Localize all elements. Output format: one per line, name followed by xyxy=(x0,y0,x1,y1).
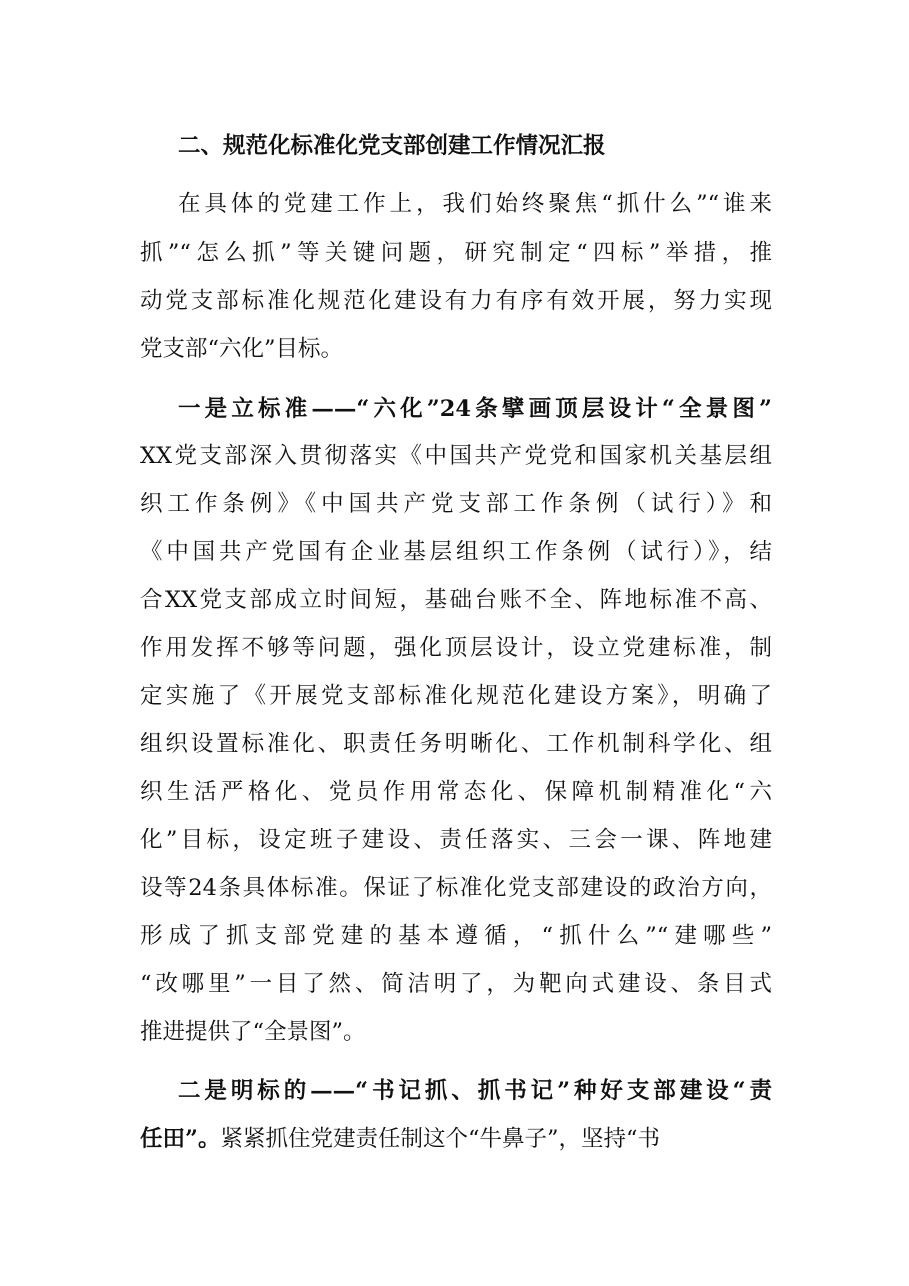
paragraph-line: 动党支部标准化规范化建设有力有序有效开展，努力实现 xyxy=(140,288,772,314)
paragraph-line: 合XX党支部成立时间短，基础台账不全、阵地标准不高、 xyxy=(140,587,772,613)
paragraph-line: 织生活严格化、党员作用常态化、保障机制精准化“六 xyxy=(140,779,772,805)
paragraph-text: 紧紧抓住党建责任制这个“牛鼻子”，坚持“书 xyxy=(220,1126,660,1152)
paragraph-line: 定实施了《开展党支部标准化规范化建设方案》，明确了 xyxy=(140,683,772,709)
subsection-heading: 一是立标准——“六化”24条擘画顶层设计“全景图” xyxy=(178,396,772,422)
paragraph-line: 《中国共产党国有企业基层组织工作条例（试行）》，结 xyxy=(140,539,772,565)
paragraph-line: 化”目标，设定班子建设、责任落实、三会一课、阵地建 xyxy=(140,827,772,853)
section-heading: 二、规范化标准化党支部创建工作情况汇报 xyxy=(178,133,606,159)
paragraph-line: 抓”“怎么抓”等关键问题，研究制定“四标”举措，推 xyxy=(140,240,772,266)
paragraph-line: 作用发挥不够等问题，强化顶层设计，设立党建标准，制 xyxy=(140,635,772,661)
paragraph-line: 党支部“六化”目标。 xyxy=(140,336,344,362)
paragraph-line: 织工作条例》《中国共产党支部工作条例（试行）》和 xyxy=(140,491,772,517)
subsection-heading: 二是明标的——“书记抓、抓书记”种好支部建设“责 xyxy=(178,1078,772,1104)
paragraph-line: 推进提供了“全景图”。 xyxy=(140,1019,366,1045)
subsection-heading-continued: 任田”。 xyxy=(140,1126,221,1152)
paragraph-line: 设等24条具体标准。保证了标准化党支部建设的政治方向， xyxy=(140,875,772,901)
paragraph-line: XX党支部深入贯彻落实《中国共产党党和国家机关基层组 xyxy=(140,443,772,469)
paragraph-line: 形成了抓支部党建的基本遵循，“抓什么”“建哪些” xyxy=(140,923,772,949)
paragraph-line: 组织设置标准化、职责任务明晰化、工作机制科学化、组 xyxy=(140,731,772,757)
paragraph-line: 在具体的党建工作上，我们始终聚焦“抓什么”“谁来 xyxy=(178,191,772,217)
paragraph-line xyxy=(140,1124,772,1154)
paragraph-line: “改哪里”一目了然、简洁明了，为靶向式建设、条目式 xyxy=(140,971,772,997)
